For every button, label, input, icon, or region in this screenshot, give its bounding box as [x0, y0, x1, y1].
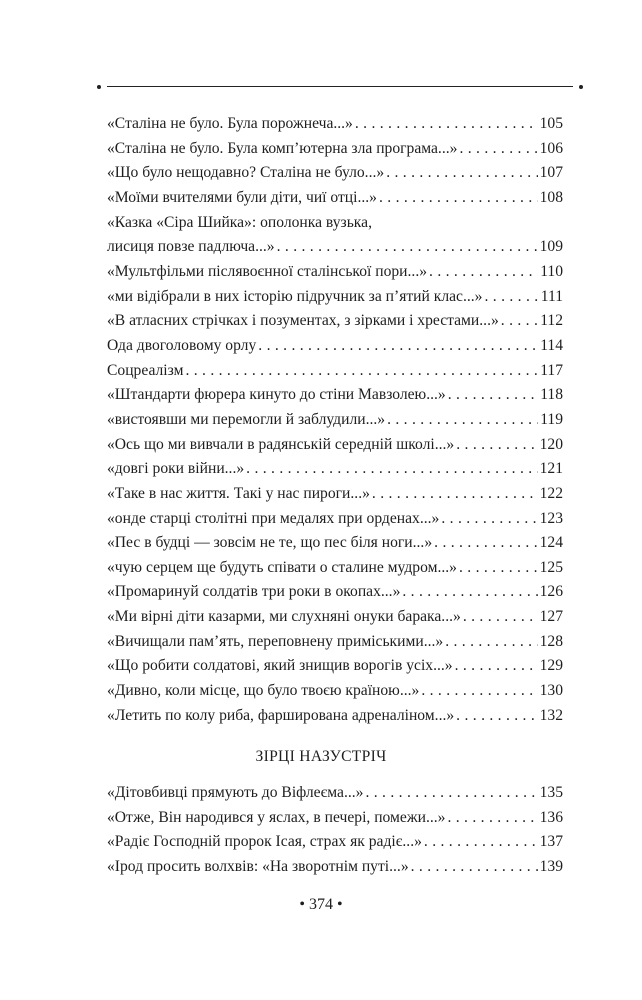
toc-entry-title: «Сталіна не було. Була комп’ютерна зла програма...»	[107, 139, 458, 157]
toc-entry-page: 132	[539, 706, 563, 724]
toc-entry-title-line: «Казка «Сіра Шийка»: ополонка вузька,	[107, 213, 372, 231]
toc-entry-page: 117	[540, 361, 563, 379]
toc-entry-page: 123	[539, 509, 563, 527]
section-heading: ЗІРЦІ НАЗУСТРІЧ	[255, 748, 387, 765]
toc-entry-title: «Дивно, коли місце, що було твоєю країною...»	[107, 682, 420, 700]
toc-entry	[107, 531, 563, 556]
toc-entry-page: 135	[539, 784, 563, 801]
toc-entry-page: 130	[539, 682, 563, 700]
toc-entry	[107, 383, 563, 408]
dot-leader	[459, 556, 538, 581]
toc-entry-page: 105	[539, 115, 563, 132]
dot-leader	[448, 383, 538, 408]
dot-leader	[441, 507, 537, 532]
toc-entry-page: 119	[540, 410, 563, 428]
toc-entry-title: «Сталіна не було. Була порожнеча...»	[107, 115, 353, 132]
toc-entry	[107, 630, 563, 655]
toc-entry-title: «Штандарти фюрера кинуто до стіни Мавзолею...»	[107, 386, 446, 404]
toc-entry-page: 107	[539, 164, 563, 182]
toc-entry-title: «довгі роки війни...»	[107, 460, 245, 478]
toc-entry	[107, 186, 563, 211]
dot-leader	[185, 359, 538, 384]
toc-entry-page: 121	[539, 460, 563, 478]
toc-entry-title: «вистоявши ми перемогли й заблудили...»	[107, 410, 386, 428]
dot-leader	[456, 704, 537, 729]
toc-entry	[107, 334, 563, 359]
toc-entry	[107, 605, 563, 630]
toc-entry	[107, 457, 563, 482]
dot-leader	[456, 433, 537, 458]
toc-entry	[107, 855, 563, 880]
rule-dot-left	[97, 85, 101, 89]
toc-entry	[107, 507, 563, 532]
toc-entry-title: «Що було нещодавно? Сталіна не було...»	[107, 164, 385, 182]
toc-entry-page: 127	[539, 608, 563, 626]
header-rule	[107, 86, 573, 87]
toc-entry-page: 120	[539, 435, 563, 453]
toc-entry	[107, 679, 563, 704]
toc-entry-title: Ода двоголовому орлу	[107, 336, 257, 354]
toc-entry-page: 108	[539, 188, 563, 206]
toc-entry-page: 129	[539, 657, 563, 675]
toc-entry-title: Соцреалізм	[107, 361, 184, 379]
toc-entry	[107, 408, 563, 433]
toc-entry-page: 125	[539, 558, 563, 576]
toc-entry-page: 110	[540, 262, 563, 280]
dot-leader	[445, 630, 537, 655]
dot-leader	[455, 654, 538, 679]
toc-entry-title: «ми відібрали в них історію підручник за п’ятий клас...»	[107, 287, 483, 305]
toc-list-part2	[107, 781, 563, 880]
toc-entry-page: 126	[539, 583, 563, 601]
toc-entry-page: 118	[540, 386, 563, 404]
dot-leader	[379, 186, 538, 211]
dot-leader	[387, 408, 538, 433]
dot-leader	[246, 457, 537, 482]
toc-entry-title: «Промаринуй солдатів три роки в окопах...»	[107, 583, 401, 601]
toc-entry	[107, 704, 563, 729]
toc-entry	[107, 235, 563, 260]
dot-leader	[434, 531, 537, 556]
toc-entry-title: «Що робити солдатові, який знищив ворогів усіх...»	[107, 657, 453, 675]
dot-leader	[355, 112, 538, 137]
toc-entry-page: 114	[540, 336, 563, 354]
toc-entry	[107, 285, 563, 310]
toc-entry-title: «Радіє Господній пророк Ісая, страх як радіє...»	[107, 833, 422, 851]
dot-leader	[421, 679, 537, 704]
dot-leader	[258, 334, 538, 359]
toc-entry	[107, 260, 563, 285]
toc-entry-page: 109	[539, 238, 563, 256]
toc-entry-title: «Отже, Він народився у яслах, в печері, помежи...»	[107, 808, 446, 826]
rule-dot-right	[579, 85, 583, 89]
page-number: • 374 •	[299, 896, 343, 913]
dot-leader	[424, 830, 538, 855]
toc-entry-title: «чую серцем ще будуть співати о сталине мудром...»	[107, 558, 457, 576]
toc-entry	[107, 806, 563, 831]
dot-leader	[501, 309, 538, 334]
toc-entry-title: «Ми вірні діти казарми, ми слухняні онуки барака...»	[107, 608, 461, 626]
toc-entry	[107, 359, 563, 384]
toc-list-part1	[107, 112, 563, 728]
toc-entry-title: «В атласних стрічках і позументах, з зірками і хрестами...»	[107, 312, 499, 330]
toc-entry	[107, 781, 563, 806]
toc-entry-title: «Ірод просить волхвів: «На зворотнім путі...»	[107, 857, 409, 875]
toc-entry	[107, 137, 563, 162]
toc-entry-title: «Мультфільми післявоєнної сталінської пори...»	[107, 262, 428, 280]
toc-entry	[107, 482, 563, 507]
toc-entry	[107, 830, 563, 855]
toc-entry	[107, 580, 563, 605]
toc-entry-title: «Таке в нас життя. Такі у нас пироги...»	[107, 484, 370, 502]
toc-entry-page: 122	[539, 484, 563, 502]
toc-entry-title: «Ось що ми вивчали в радянській середній школі...»	[107, 435, 455, 453]
toc-entry-page: 136	[539, 808, 563, 826]
dot-leader	[484, 285, 538, 310]
dot-leader	[365, 781, 537, 806]
toc-entry-page: 128	[539, 632, 563, 650]
toc-entry	[107, 654, 563, 679]
dot-leader	[447, 806, 537, 831]
toc-entry-page: 139	[539, 857, 563, 875]
toc-entry-title: «Вичищали пам’ять, переповнену приміськими...»	[107, 632, 444, 650]
toc-entry-title: «Летить по колу риба, фарширована адреналіном...»	[107, 706, 455, 724]
dot-leader	[372, 482, 538, 507]
toc-entry	[107, 556, 563, 581]
dot-leader	[429, 260, 538, 285]
toc-entry-title: «онде старці столітні при медалях при орденах...»	[107, 509, 440, 527]
toc-entry-title: «Дітовбивці прямують до Віфлеєма...»	[107, 784, 364, 801]
dot-leader	[463, 605, 538, 630]
toc-entry-page: 124	[539, 534, 563, 552]
toc-entry-page: 112	[540, 312, 563, 330]
toc-entry-page: 111	[540, 287, 563, 305]
toc-entry	[107, 112, 563, 137]
dot-leader	[277, 235, 538, 260]
toc-entry-page: 137	[539, 833, 563, 851]
toc-entry-title: «Пес в будці — зовсім не те, що пес біля ноги...»	[107, 534, 433, 552]
dot-leader	[402, 580, 537, 605]
toc-entry	[107, 309, 563, 334]
dot-leader	[386, 161, 537, 186]
toc-entry	[107, 161, 563, 186]
toc-entry-title: лисиця повзе падлюча...»	[107, 238, 275, 256]
toc-entry-page: 106	[539, 139, 563, 157]
dot-leader	[459, 137, 537, 162]
toc-entry	[107, 433, 563, 458]
toc-entry-title: «Моїми вчителями були діти, чиї отці...»	[107, 188, 377, 206]
dot-leader	[411, 855, 538, 880]
